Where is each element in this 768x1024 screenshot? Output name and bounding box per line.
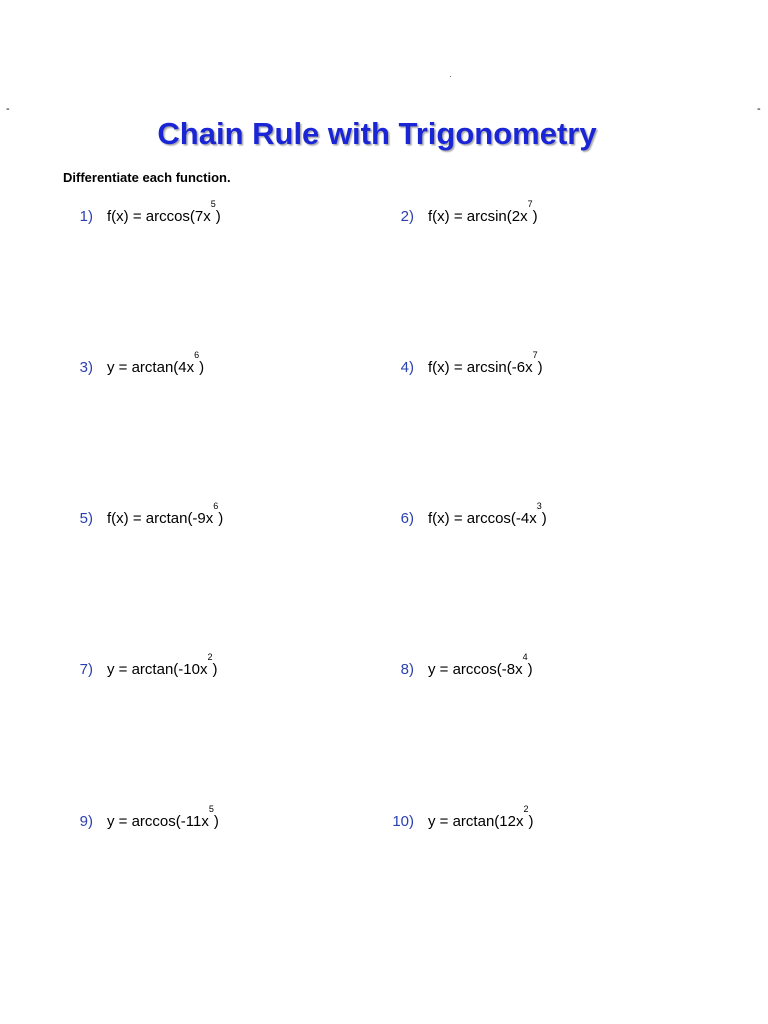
exponent: 3 [536, 501, 542, 511]
problem-expression: $f(x) = \arcsin(2x^7)$ [428, 199, 538, 225]
exponent: 2 [523, 804, 529, 814]
problem-number: 3) [79, 359, 93, 376]
problem-number: 10) [392, 813, 414, 830]
scan-dot [450, 76, 451, 77]
problem-number: 2) [400, 208, 414, 225]
exponent: 7 [532, 350, 538, 360]
problem-expression: $f(x) = \arctan(-9x^6)$ [107, 501, 224, 527]
problem-7 [79, 652, 218, 681]
problem-expression: $f(x) = \arcsin(-6x^7)$ [428, 350, 543, 376]
problem-number: 6) [400, 510, 414, 527]
problem-4 [400, 350, 543, 379]
problem-expression: $y = \arccos(-8x^4)$ [428, 652, 533, 678]
problem-number: 4) [400, 359, 414, 376]
left-margin-mark: - [6, 103, 10, 115]
instructions-text: Differentiate each function. [63, 170, 231, 185]
problem-3 [79, 350, 205, 379]
problem-1 [79, 199, 221, 228]
problem-6 [400, 501, 547, 530]
problem-expression: $f(x) = \arccos(7x^5)$ [107, 199, 221, 225]
problem-5 [79, 501, 224, 530]
problem-9 [79, 804, 219, 833]
exponent: 7 [527, 199, 533, 209]
problem-expression: $y = \arccos(-11x^5)$ [107, 804, 219, 830]
problem-expression: $y = \arctan(4x^6)$ [107, 350, 205, 376]
problem-2 [400, 199, 538, 228]
problem-number: 7) [79, 661, 93, 678]
problem-number: 5) [79, 510, 93, 527]
problem-8 [400, 652, 533, 681]
page-title: Chain Rule with Trigonometry [157, 116, 597, 151]
exponent: 6 [194, 350, 200, 360]
problem-expression: $y = \arctan(-10x^2)$ [107, 652, 218, 678]
exponent: 5 [208, 804, 214, 814]
exponent: 5 [210, 199, 216, 209]
problem-10 [392, 804, 534, 833]
problem-number: 1) [79, 208, 93, 225]
problem-number: 8) [400, 661, 414, 678]
problem-expression: $f(x) = \arccos(-4x^3)$ [428, 501, 547, 527]
problem-number: 9) [79, 813, 93, 830]
exponent: 6 [213, 501, 219, 511]
right-margin-mark: - [757, 103, 761, 115]
problem-expression: $y = \arctan(12x^2)$ [428, 804, 534, 830]
exponent: 4 [522, 652, 528, 662]
exponent: 2 [207, 652, 213, 662]
